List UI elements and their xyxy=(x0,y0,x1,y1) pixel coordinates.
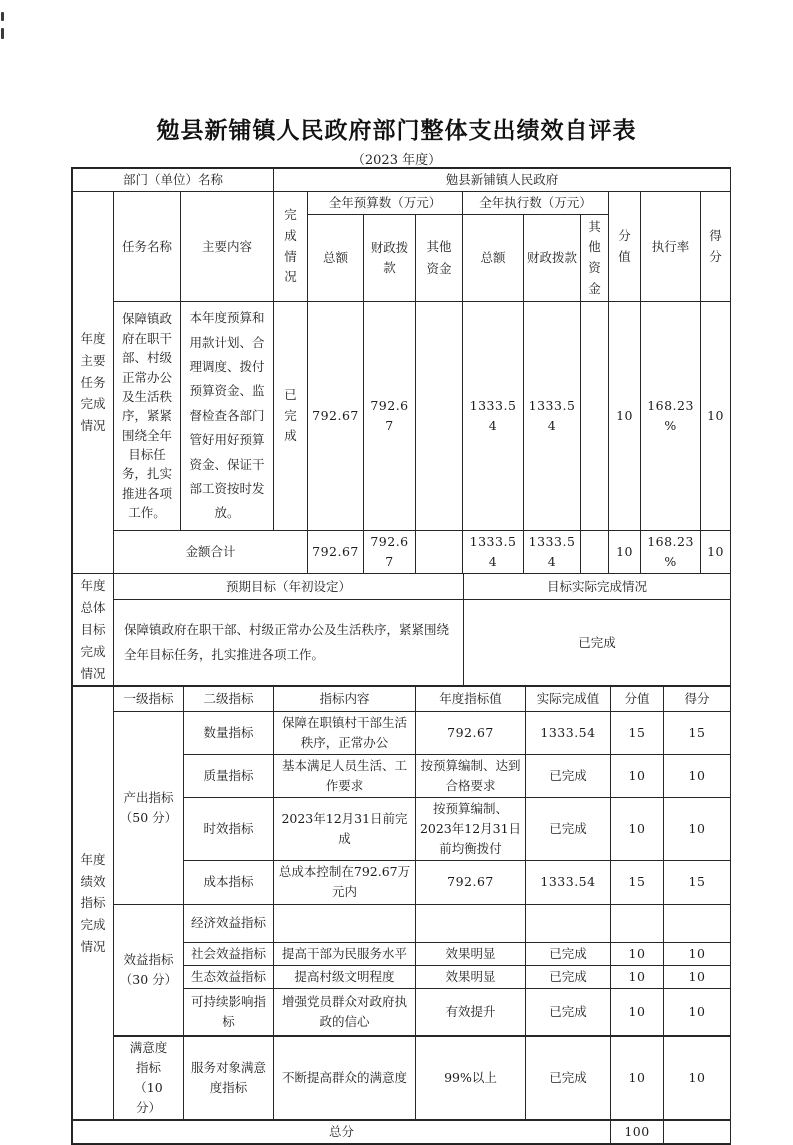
indicator-score-cell: 10 xyxy=(664,797,731,860)
dept-name-value-cell: 勉县新铺镇人民政府 xyxy=(274,169,731,192)
sum-exec-other-cell xyxy=(581,531,609,574)
indicator-target-header: 年度指标值 xyxy=(416,686,526,711)
indicator-target-cell xyxy=(416,904,526,942)
sum-budget-total-cell: 792.67 xyxy=(308,531,364,574)
indicator-target-cell: 99%以上 xyxy=(416,1036,526,1120)
indicator-actual-cell: 1333.54 xyxy=(526,860,611,904)
indicator-actual-cell: 已完成 xyxy=(526,1036,611,1120)
sum-budget-other-cell xyxy=(416,531,463,574)
page-subtitle: （2023 年度） xyxy=(351,153,442,168)
score-value-cell: 10 xyxy=(609,302,641,531)
task-name-cell: 保障镇政府在职干部、村级正常办公及生活秩序，紧紧围绕全年目标任务，扎实推进各项工作。 xyxy=(114,302,181,531)
exec-other-header-text: 其他资金 xyxy=(588,218,601,296)
exec-fiscal-cell: 1333.54 xyxy=(524,302,581,531)
indicator-name-cell: 社会效益指标 xyxy=(184,942,274,965)
indicator-name-cell: 服务对象满意度指标 xyxy=(184,1036,274,1120)
indicator-target-cell: 效果明显 xyxy=(416,942,526,965)
score-header-text: 得分 xyxy=(709,227,722,264)
indicator-score-value-cell: 10 xyxy=(611,754,664,797)
indicator-actual-cell: 已完成 xyxy=(526,988,611,1036)
sum-exec-rate-cell: 168.23% xyxy=(641,531,701,574)
completion-status-text: 已完成 xyxy=(284,387,297,444)
sum-budget-fiscal-cell: 792.67 xyxy=(364,531,416,574)
budget-other-header xyxy=(416,215,463,302)
indicator-score-header: 得分 xyxy=(664,686,731,711)
task-name-header: 任务名称 xyxy=(114,192,181,302)
scan-artifact xyxy=(1,12,4,21)
amount-sum-row xyxy=(73,531,731,574)
indicator-content-cell: 基本满足人员生活、工作要求 xyxy=(274,754,416,797)
indicator-score-value-cell: 10 xyxy=(611,965,664,988)
exec-other-cell xyxy=(581,302,609,531)
main-content-header: 主要内容 xyxy=(181,192,274,302)
completion-status-header xyxy=(274,192,308,302)
indicator-row xyxy=(73,904,731,942)
total-score-row xyxy=(73,1120,731,1144)
sum-exec-fiscal-cell: 1333.54 xyxy=(524,531,581,574)
exec-fiscal-header: 财政拨款 xyxy=(524,215,581,302)
indicator-actual-cell: 已完成 xyxy=(526,965,611,988)
indicator-actual-cell xyxy=(526,904,611,942)
indicator-score-cell: 15 xyxy=(664,711,731,754)
indicator-name-cell: 可持续影响指标 xyxy=(184,988,274,1036)
goal-section-table xyxy=(72,573,731,686)
expected-goal-header: 预期目标（年初设定） xyxy=(114,574,464,600)
exec-rate-header: 执行率 xyxy=(641,192,701,302)
completion-status-header-text: 完成情况 xyxy=(284,207,297,285)
page-title: 勉县新铺镇人民政府部门整体支出绩效自评表 xyxy=(156,118,637,144)
sum-label-cell: 金额合计 xyxy=(114,531,308,574)
goal-data-row xyxy=(73,600,731,686)
sum-score-cell: 10 xyxy=(701,531,731,574)
dept-name-row xyxy=(73,169,731,192)
budget-fiscal-header: 财政拨款 xyxy=(364,215,416,302)
indicator-score-cell: 10 xyxy=(664,754,731,797)
indicator-score-cell: 15 xyxy=(664,860,731,904)
budget-total-header: 总额 xyxy=(308,215,364,302)
expected-goal-cell: 保障镇政府在职干部、村级正常办公及生活秩序，紧紧围绕全年目标任务，扎实推进各项工作。 xyxy=(114,600,464,686)
budget-other-cell xyxy=(416,302,463,531)
main-content-cell: 本年度预算和用款计划、合理调度、拨付预算资金、监督检查各部门管好用好预算资金、保证干部工资按时发放。 xyxy=(181,302,274,531)
indicator-section-side-label xyxy=(73,686,114,1120)
completion-status-cell xyxy=(274,302,308,531)
indicator-actual-cell: 已完成 xyxy=(526,797,611,860)
goal-header-row xyxy=(73,574,731,600)
indicator-content-cell: 保障在职镇村干部生活秩序，正常办公 xyxy=(274,711,416,754)
indicator-score-value-cell: 15 xyxy=(611,860,664,904)
task-section-table xyxy=(72,191,731,574)
indicator-score-value-cell xyxy=(611,904,664,942)
score-header xyxy=(701,192,731,302)
indicator-content-cell: 总成本控制在792.67万元内 xyxy=(274,860,416,904)
indicator-score-value-cell: 10 xyxy=(611,942,664,965)
task-section-side-label-text: 年度主要任务完成情况 xyxy=(80,330,106,434)
indicator-target-cell: 按预算编制、2023年12月31日前均衡拨付 xyxy=(416,797,526,860)
indicator-score-cell: 10 xyxy=(664,965,731,988)
indicator-target-cell: 792.67 xyxy=(416,711,526,754)
task-data-row xyxy=(73,302,731,531)
indicator-row xyxy=(73,1036,731,1120)
indicator-name-cell: 生态效益指标 xyxy=(184,965,274,988)
goal-section-side-label xyxy=(73,574,114,686)
exec-rate-cell: 168.23% xyxy=(641,302,701,531)
goal-section-side-label-text: 年度总体目标完成情况 xyxy=(80,578,106,681)
indicator-content-cell: 增强党员群众对政府执政的信心 xyxy=(274,988,416,1036)
indicator-target-cell: 效果明显 xyxy=(416,965,526,988)
dept-name-table xyxy=(72,168,731,192)
indicator-target-cell: 有效提升 xyxy=(416,988,526,1036)
scan-artifact xyxy=(1,28,4,39)
budget-fiscal-cell: 792.67 xyxy=(364,302,416,531)
indicator-target-cell: 按预算编制、达到合格要求 xyxy=(416,754,526,797)
indicator-content-cell: 提高村级文明程度 xyxy=(274,965,416,988)
indicator-content-header: 指标内容 xyxy=(274,686,416,711)
budget-total-cell: 792.67 xyxy=(308,302,364,531)
indicator-score-value-header: 分值 xyxy=(611,686,664,711)
indicator-actual-header: 实际完成值 xyxy=(526,686,611,711)
exec-total-header: 总额 xyxy=(463,215,524,302)
exec-group-header: 全年执行数（万元） xyxy=(463,192,609,215)
indicator-score-cell: 10 xyxy=(664,942,731,965)
indicator-section-side-label-text: 年度绩效指标完成情况 xyxy=(80,851,106,955)
indicator-score-value-cell: 10 xyxy=(611,797,664,860)
indicator-score-value-cell: 15 xyxy=(611,711,664,754)
output-group-cell: 产出指标（50 分） xyxy=(114,711,184,904)
indicator-content-cell: 2023年12月31日前完成 xyxy=(274,797,416,860)
exec-total-cell: 1333.54 xyxy=(463,302,524,531)
indicator-score-cell: 10 xyxy=(664,1036,731,1120)
sum-score-value-cell: 10 xyxy=(609,531,641,574)
level1-header: 一级指标 xyxy=(114,686,184,711)
score-value-header-text: 分值 xyxy=(618,227,631,264)
score-cell: 10 xyxy=(701,302,731,531)
task-header-row-1 xyxy=(73,192,731,215)
actual-goal-cell: 已完成 xyxy=(464,600,731,686)
indicator-row xyxy=(73,711,731,754)
indicator-name-cell: 成本指标 xyxy=(184,860,274,904)
dept-name-label-cell: 部门（单位）名称 xyxy=(73,169,274,192)
benefit-group-cell: 效益指标（30 分） xyxy=(114,904,184,1036)
indicator-actual-cell: 已完成 xyxy=(526,754,611,797)
indicator-header-row xyxy=(73,686,731,711)
level2-header: 二级指标 xyxy=(184,686,274,711)
total-score-value-cell: 100 xyxy=(611,1120,664,1144)
task-section-side-label xyxy=(73,192,114,574)
budget-group-header: 全年预算数（万元） xyxy=(308,192,463,215)
indicator-actual-cell: 已完成 xyxy=(526,942,611,965)
indicator-actual-cell: 1333.54 xyxy=(526,711,611,754)
indicator-content-cell xyxy=(274,904,416,942)
satisfaction-group-text: 满意度指标（10 分） xyxy=(129,1040,168,1116)
satisfaction-group-cell xyxy=(114,1036,184,1120)
indicator-content-cell: 提高干部为民服务水平 xyxy=(274,942,416,965)
indicator-name-cell: 质量指标 xyxy=(184,754,274,797)
indicator-score-value-cell: 10 xyxy=(611,1036,664,1120)
budget-other-header-text: 其他资金 xyxy=(426,239,452,276)
exec-other-header xyxy=(581,215,609,302)
indicator-content-cell: 不断提高群众的满意度 xyxy=(274,1036,416,1120)
actual-goal-header: 目标实际完成情况 xyxy=(464,574,731,600)
indicator-name-cell: 数量指标 xyxy=(184,711,274,754)
indicator-target-cell: 792.67 xyxy=(416,860,526,904)
evaluation-table xyxy=(71,167,731,1145)
score-value-header xyxy=(609,192,641,302)
indicator-name-cell: 经济效益指标 xyxy=(184,904,274,942)
total-score-label-cell: 总分 xyxy=(73,1120,611,1144)
indicator-name-cell: 时效指标 xyxy=(184,797,274,860)
indicator-score-value-cell: 10 xyxy=(611,988,664,1036)
indicator-score-cell xyxy=(664,904,731,942)
sum-exec-total-cell: 1333.54 xyxy=(463,531,524,574)
total-score-empty-cell xyxy=(664,1120,731,1144)
indicator-score-cell: 10 xyxy=(664,988,731,1036)
indicator-section-table xyxy=(72,685,731,1144)
